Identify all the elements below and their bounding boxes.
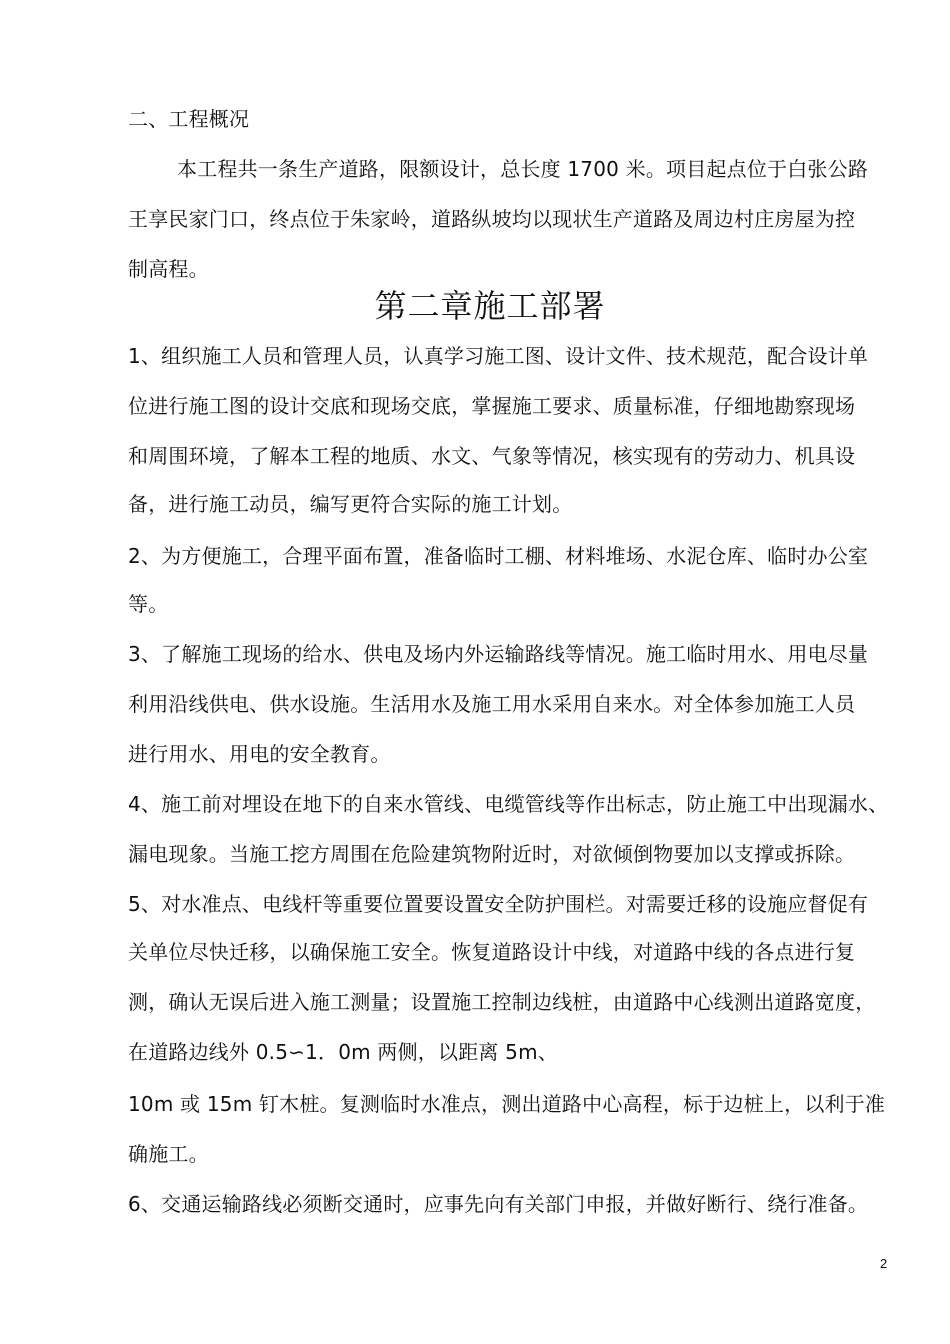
item-3-line-3: 进行用水、用电的安全教育。 xyxy=(128,742,391,766)
item-1-line-2: 位进行施工图的设计交底和现场交底，掌握施工要求、质量标准，仔细地勘察现场 xyxy=(128,394,856,418)
item-1-line-4: 备，进行施工动员，编写更符合实际的施工计划。 xyxy=(128,492,573,516)
item-4-line-1: 4、施工前对埋设在地下的自来水管线、电缆管线等作出标志，防止施工中出现漏水、 xyxy=(128,792,889,816)
overview-line-1: 本工程共一条生产道路，限额设计，总长度 1700 米。项目起点位于白张公路 xyxy=(177,157,869,181)
overview-line-2: 王享民家门口，终点位于朱家岭，道路纵坡均以现状生产道路及周边村庄房屋为控 xyxy=(128,207,856,231)
overview-line-3: 制高程。 xyxy=(128,257,209,281)
item-5-line-6: 确施工。 xyxy=(128,1142,209,1166)
item-3-line-1: 3、了解施工现场的给水、供电及场内外运输路线等情况。施工临时用水、用电尽量 xyxy=(128,642,869,666)
page-number: 2 xyxy=(880,1256,888,1271)
item-2-line-2: 等。 xyxy=(128,592,169,616)
item-2-line-1: 2、为方便施工，合理平面布置，准备临时工棚、材料堆场、水泥仓库、临时办公室 xyxy=(128,544,869,568)
item-5-line-4: 在道路边线外 0.5∽1．0m 两侧，以距离 5m、 xyxy=(128,1040,558,1064)
item-5-line-2: 关单位尽快迁移，以确保施工安全。恢复道路设计中线，对道路中线的各点进行复 xyxy=(128,940,856,964)
item-6-line-1: 6、交通运输路线必须断交通时，应事先向有关部门申报，并做好断行、绕行准备。 xyxy=(128,1192,869,1216)
item-5-line-5: 10m 或 15m 钉木桩。复测临时水准点，测出道路中心高程，标于边桩上，以利于准 xyxy=(128,1092,886,1116)
chapter-title: 第二章施工部署 xyxy=(374,287,606,325)
item-5-line-3: 测，确认无误后进入施工测量；设置施工控制边线桩，由道路中心线测出道路宽度， xyxy=(128,990,876,1014)
item-1-line-1: 1、组织施工人员和管理人员，认真学习施工图、设计文件、技术规范，配合设计单 xyxy=(128,344,869,368)
item-3-line-2: 利用沿线供电、供水设施。生活用水及施工用水采用自来水。对全体参加施工人员 xyxy=(128,692,856,716)
item-4-line-2: 漏电现象。当施工挖方周围在危险建筑物附近时，对欲倾倒物要加以支撑或拆除。 xyxy=(128,842,856,866)
item-1-line-3: 和周围环境，了解本工程的地质、水文、气象等情况，核实现有的劳动力、机具设 xyxy=(128,444,856,468)
section-heading: 二、工程概况 xyxy=(128,107,250,131)
item-5-line-1: 5、对水准点、电线杆等重要位置要设置安全防护围栏。对需要迁移的设施应督促有 xyxy=(128,892,869,916)
